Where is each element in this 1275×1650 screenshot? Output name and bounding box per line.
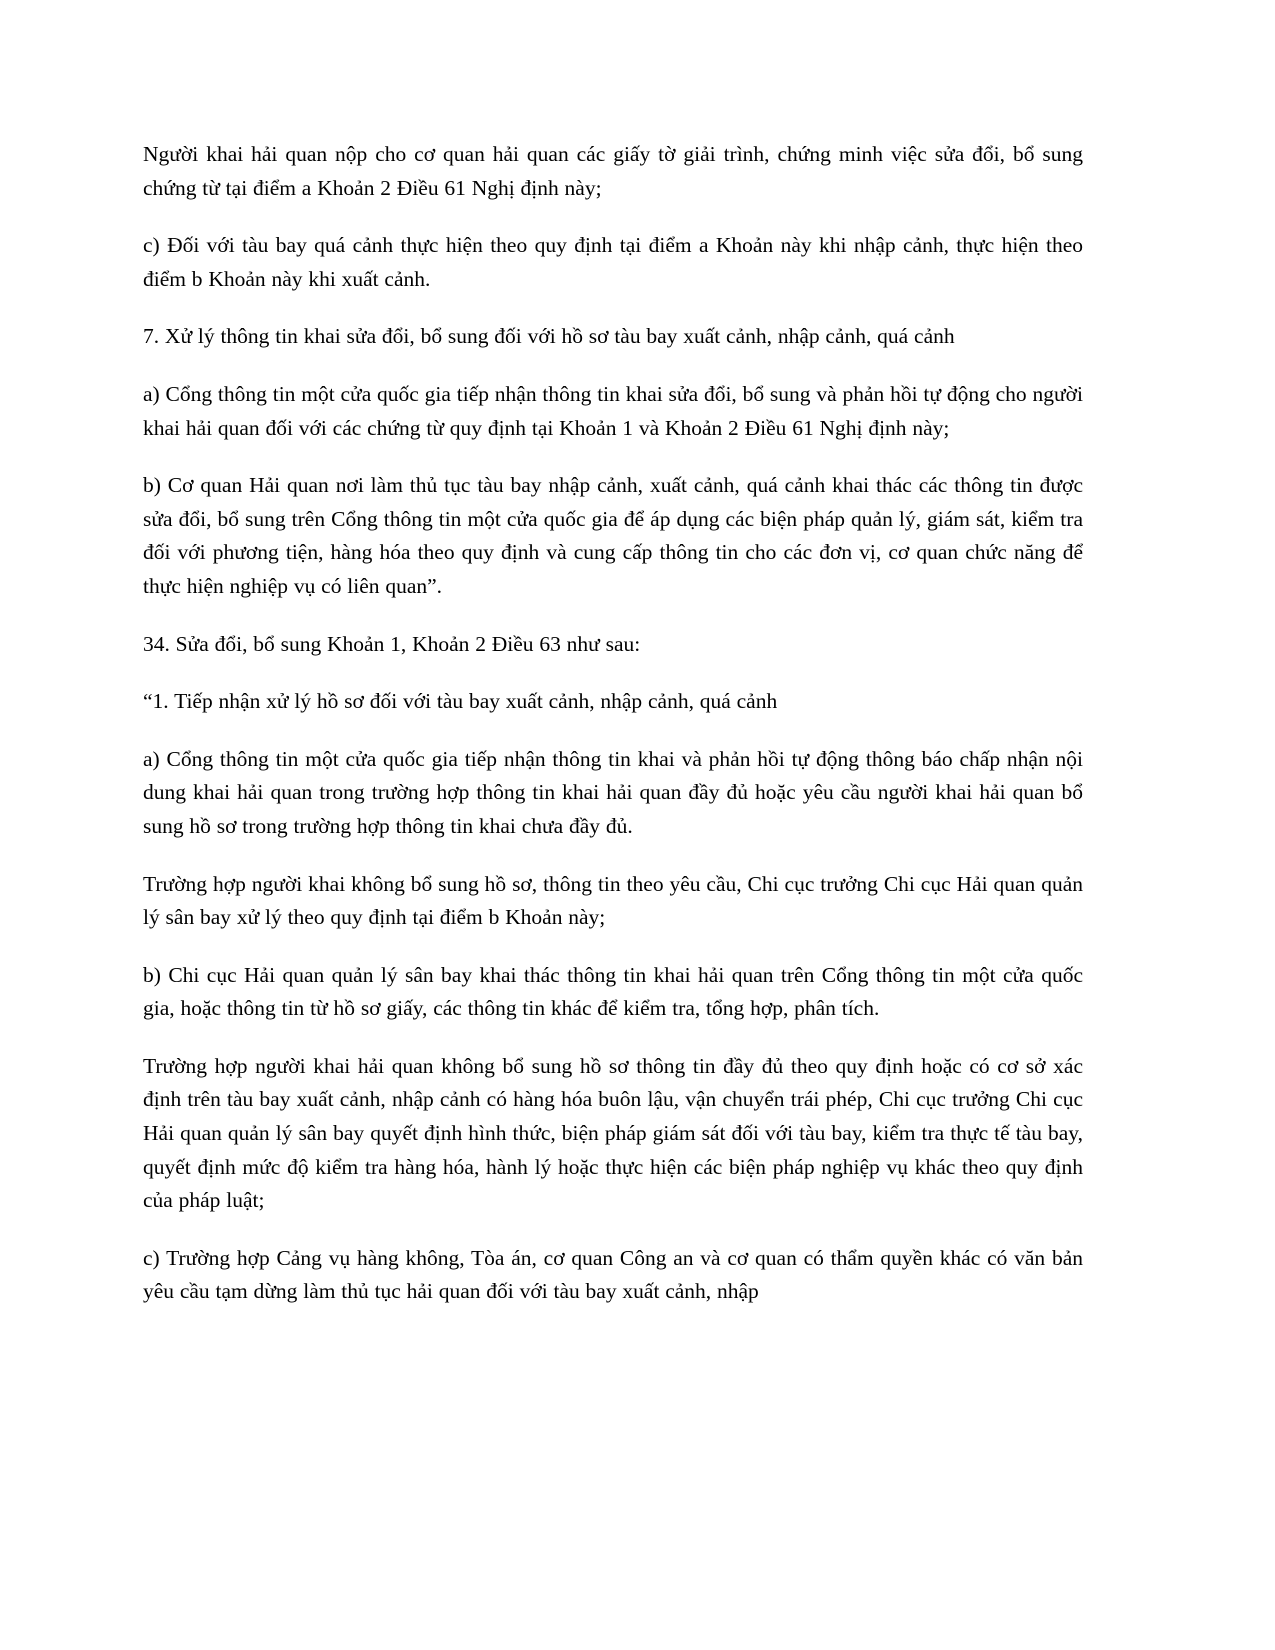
paragraph-a-cong-thong-tin-mot-cua-quoc-gia: a) Cổng thông tin một cửa quốc gia tiếp nhận thông tin khai sửa đổi, bổ sung và phản hồi tự động cho người khai hải quan đối với các chứng từ quy định tại Khoản 1 và Khoản 2 Điều 61 Nghị định này; [143,381,1083,440]
paragraph-truong-hop-khong-bo-sung-thong-tin-day-du: Trường hợp người khai hải quan không bổ sung hồ sơ thông tin đầy đủ theo quy định hoặc có cơ sở xác định trên tàu bay xuất cảnh, nhập cảnh có hàng hóa buôn lậu, vận chuyển trái phép, Chi cục trưởng Chi cục Hải quan quản lý sân bay quyết định hình thức, biện pháp giám sát đối với tàu bay, kiểm tra thực tế tàu bay, quyết định mức độ kiểm tra hàng hóa, hành lý hoặc thực hiện các biện pháp nghiệp vụ khác theo quy định của pháp luật; [143,1053,1083,1213]
paragraph-7-xu-ly-thong-tin-khai-sua-doi: 7. Xử lý thông tin khai sửa đổi, bổ sung đối với hồ sơ tàu bay xuất cảnh, nhập cảnh, quá cảnh [143,324,955,349]
document-text-column [143,138,1083,1309]
paragraph-c-truong-hop-cang-vu-hang-khong: c) Trường hợp Cảng vụ hàng không, Tòa án, cơ quan Công an và cơ quan có thẩm quyền khác có văn bản yêu cầu tạm dừng làm thủ tục hải quan đối với tàu bay xuất cảnh, nhập [143,1245,1083,1304]
paragraph-nguoi-khai-nop-giay-to: Người khai hải quan nộp cho cơ quan hải quan các giấy tờ giải trình, chứng minh việc sửa đổi, bổ sung chứng từ tại điểm a Khoản 2 Điều 61 Nghị định này; [143,142,1083,200]
paragraph-a-cong-thong-tin-phan-hoi-tu-dong: a) Cổng thông tin một cửa quốc gia tiếp nhận thông tin khai và phản hồi tự động thông báo chấp nhận nội dung khai hải quan trong trường hợp thông tin khai hải quan đầy đủ hoặc yêu cầu người khai hải quan bổ sung hồ sơ trong trường hợp thông tin khai chưa đầy đủ. [143,746,1083,838]
paragraph-b-chi-cuc-hai-quan-khai-thac-thong-tin: b) Chi cục Hải quan quản lý sân bay khai thác thông tin khai hải quan trên Cổng thông tin một cửa quốc gia, hoặc thông tin từ hồ sơ giấy, các thông tin khác để kiểm tra, tổng hợp, phân tích. [143,962,1083,1021]
paragraph-truong-hop-khong-bo-sung-ho-so: Trường hợp người khai không bổ sung hồ sơ, thông tin theo yêu cầu, Chi cục trưởng Chi cục Hải quan quản lý sân bay xử lý theo quy định tại điểm b Khoản này; [143,871,1083,930]
paragraph-34-sua-doi-bo-sung-dieu-63: 34. Sửa đổi, bổ sung Khoản 1, Khoản 2 Điều 63 như sau: [143,631,641,656]
paragraph-c-tau-bay-qua-canh: c) Đối với tàu bay quá cảnh thực hiện theo quy định tại điểm a Khoản này khi nhập cảnh, thực hiện theo điểm b Khoản này khi xuất cảnh. [143,233,1083,291]
paragraph-b-co-quan-hai-quan-khai-thac-thong-tin: b) Cơ quan Hải quan nơi làm thủ tục tàu bay nhập cảnh, xuất cảnh, quá cảnh khai thác các thông tin được sửa đổi, bổ sung trên Cổng thông tin một cửa quốc gia để áp dụng các biện pháp quản lý, giám sát, kiểm tra đối với phương tiện, hàng hóa theo quy định và cung cấp thông tin cho các đơn vị, cơ quan chức năng để thực hiện nghiệp vụ có liên quan”. [143,473,1083,598]
paragraph-1-tiep-nhan-xu-ly-ho-so: “1. Tiếp nhận xử lý hồ sơ đối với tàu bay xuất cảnh, nhập cảnh, quá cảnh [143,689,778,714]
